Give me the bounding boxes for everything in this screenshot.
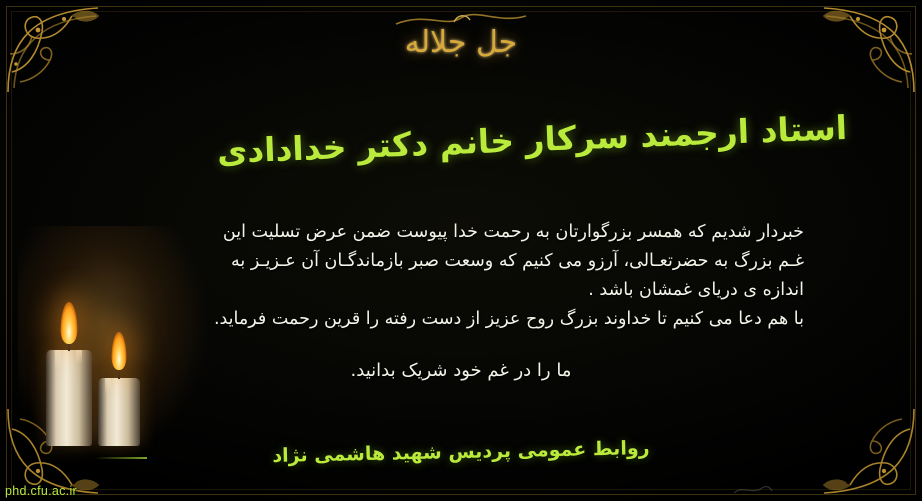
wax-drip: [76, 350, 82, 364]
message-spacer: [118, 334, 804, 356]
bismillah-calligraphy: [351, 8, 571, 84]
calligraphy-flourish-icon: [386, 10, 536, 30]
candle-tall: [46, 350, 92, 446]
wax-drip: [55, 350, 61, 372]
candle-short: [98, 378, 140, 446]
message-line-3: اندازه ی دریای غمشان باشد .: [588, 280, 804, 300]
bismillah-text: جل جلاله: [404, 25, 518, 60]
corner-ornament-top-right: [802, 2, 920, 98]
page-title: استاد ارجمند سرکار خانم دکتر خدادادی: [216, 107, 848, 172]
candle-wick-icon: [118, 370, 120, 379]
memorial-candles: [38, 256, 173, 446]
bottom-mark-icon: [732, 483, 774, 497]
corner-ornament-top-left: [2, 2, 120, 98]
message-line-2: غـم بزرگ به حضرتعـالی، آرزو می کنیم که وسعت صبر بازماندگـان آن عـزیـز به: [231, 251, 804, 271]
message-closing: ما را در غم خود شریک بدانید.: [350, 360, 572, 381]
candle-flame-icon: [61, 302, 78, 344]
message-line-1: خبردار شدیم که همسر بزرگوارتان به رحمت خدا پیوست ضمن عرض تسلیت این: [222, 222, 804, 242]
message-line-4: با هم دعا می کنیم تا خداوند بزرگ روح عزیز از دست رفته را قرین رحمت فرماید.: [213, 309, 804, 329]
signature-text: روابط عمومی پردیس شهید هاشمی نژاد: [272, 437, 650, 467]
watermark-url: phd.cfu.ac.ir: [5, 484, 77, 498]
condolence-message: [118, 218, 804, 385]
wax-drip: [105, 378, 111, 394]
candle-flame-icon: [112, 332, 127, 370]
